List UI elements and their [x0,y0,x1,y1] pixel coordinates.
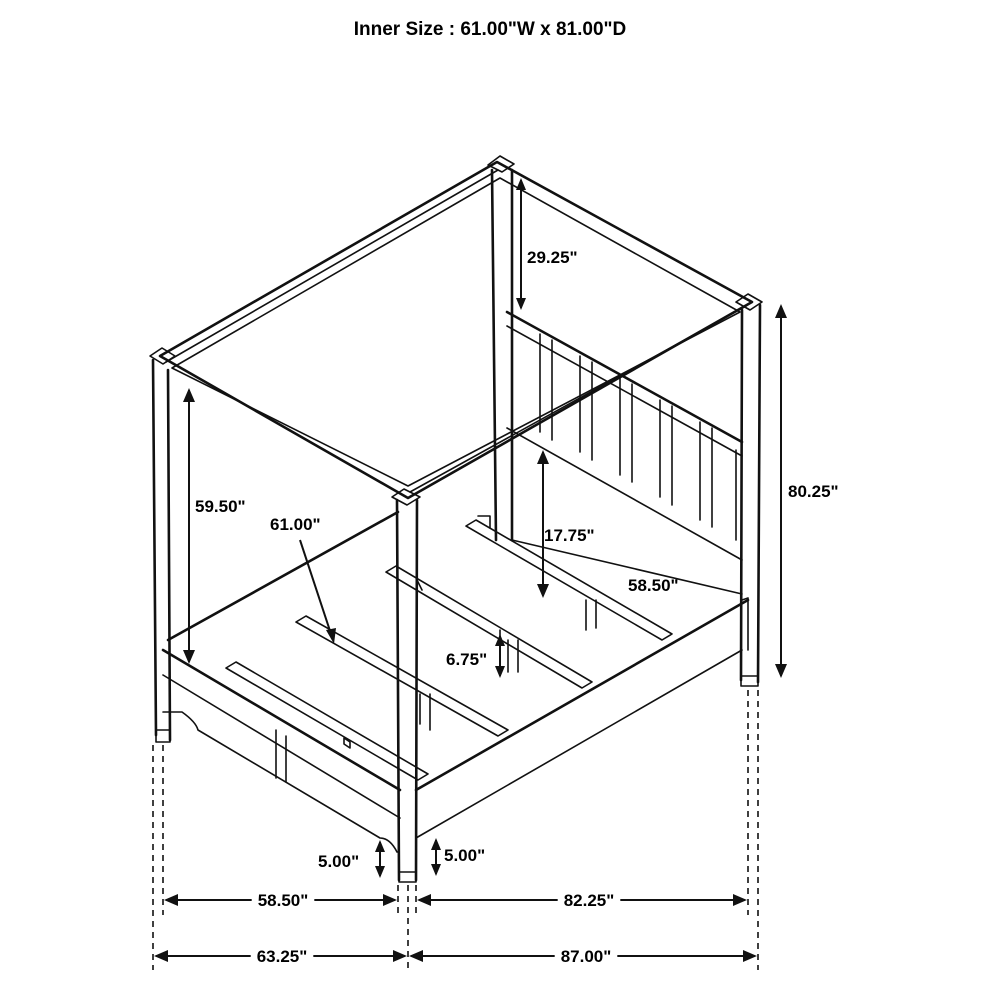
dim-bottom-inner-width: 58.50" [257,891,309,910]
dim-bottom-inner-length: 82.25" [563,891,615,910]
dim-slat-height: 6.75" [446,650,488,669]
dim-post-height: 59.50" [195,497,246,516]
canopy-frame [160,162,752,498]
dim-overall-height: 80.25" [788,482,839,501]
dim-overall-length: 87.00" [560,947,612,966]
dim-clearance-left: 5.00" [318,852,360,871]
dim-overall-width: 63.25" [256,947,308,966]
diagram-title: Inner Size : 61.00"W x 81.00"D [353,19,627,40]
dim-headboard-height: 17.75" [544,526,595,545]
dim-clearance-right: 5.00" [444,846,486,865]
dim-side-rail-length: 58.50" [628,576,679,595]
dim-inner-width: 61.00" [270,515,321,534]
canopy-bed-drawing [150,156,762,882]
dim-canopy-drop: 29.25" [527,248,578,267]
bed-slats [226,516,672,780]
